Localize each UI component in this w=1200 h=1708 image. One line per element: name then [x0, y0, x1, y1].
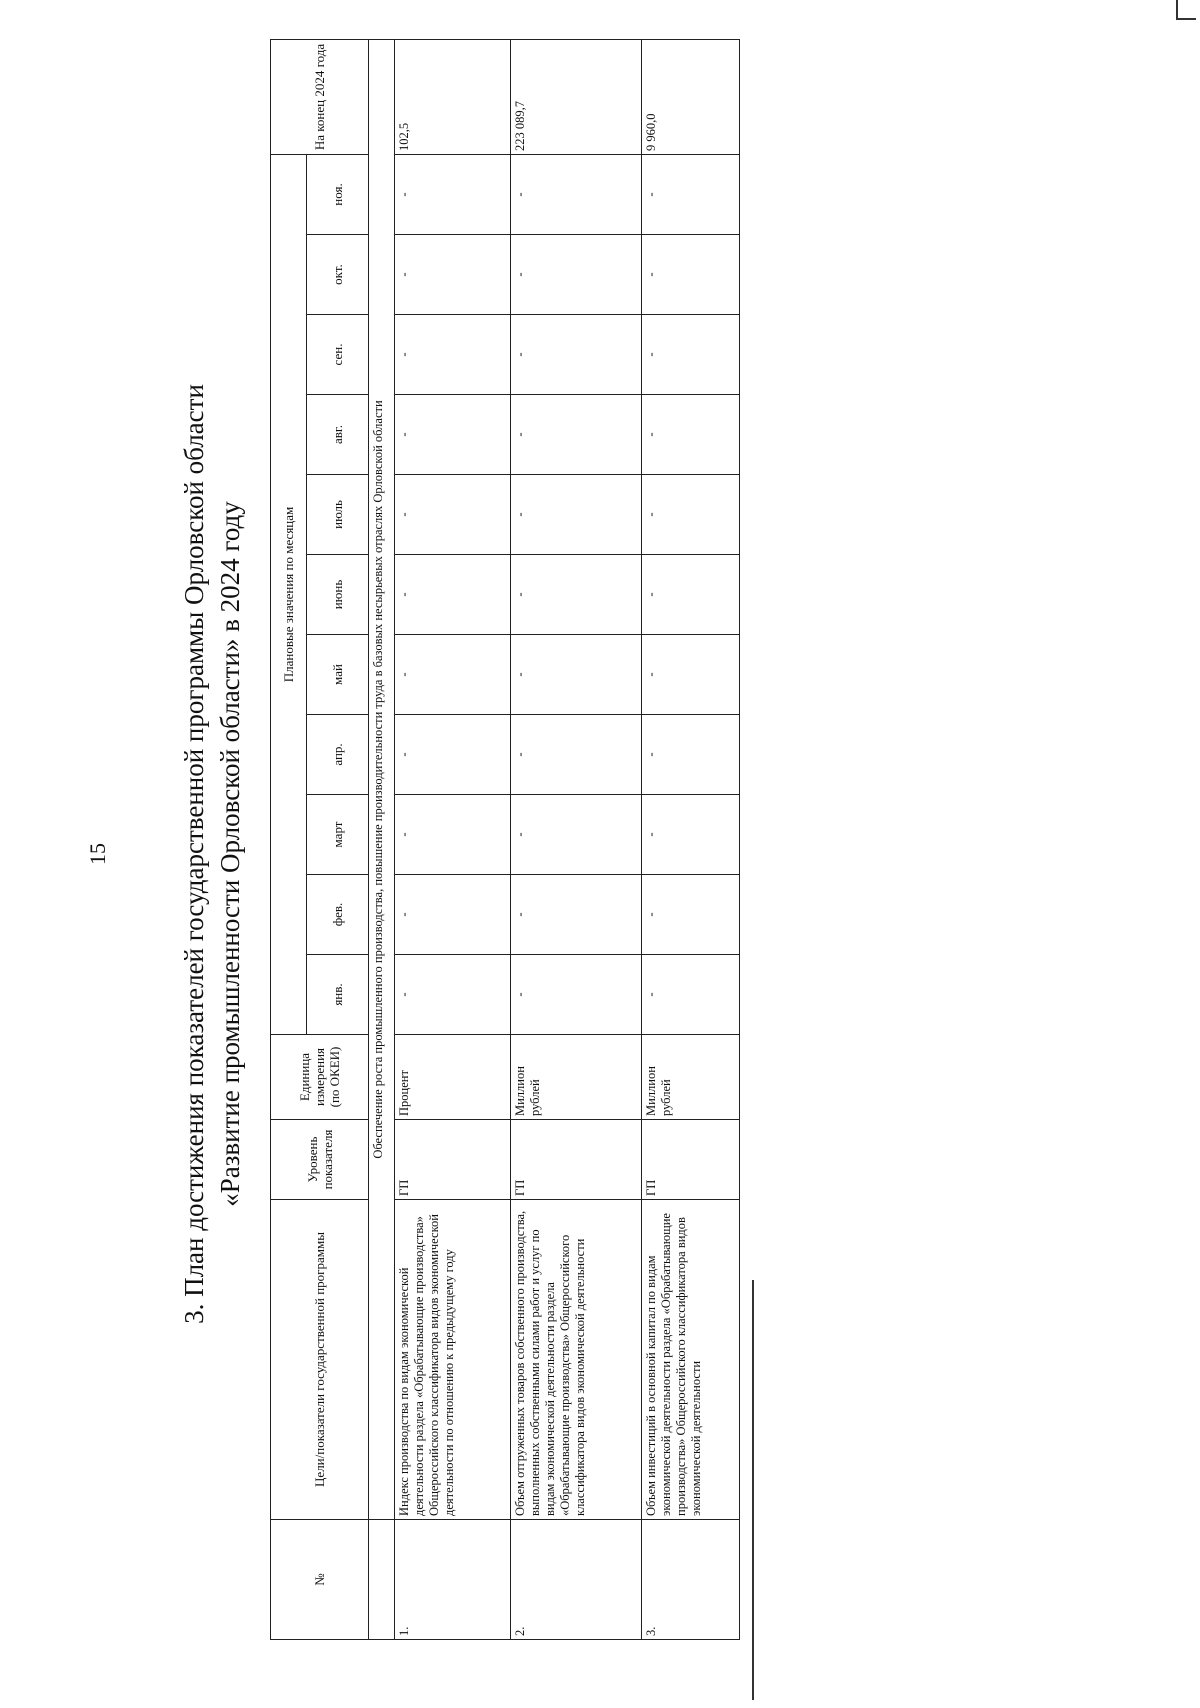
scan-margin-line-bottom: [752, 1280, 754, 1700]
row-month-value: -: [395, 235, 511, 315]
header-unit: Единица измерения (по ОКЕИ): [271, 1035, 369, 1120]
header-num: №: [271, 1520, 369, 1640]
row-month-value: -: [642, 715, 740, 795]
row-month-value: -: [642, 475, 740, 555]
row-level: ГП: [642, 1120, 740, 1200]
row-month-value: -: [510, 875, 641, 955]
row-month-value: -: [395, 315, 511, 395]
scan-margin-tick: [1176, 18, 1196, 20]
row-month-value: -: [642, 795, 740, 875]
row-month-value: -: [395, 555, 511, 635]
header-level: Уровень показателя: [271, 1120, 369, 1200]
row-indicator: Индекс производства по видам экономической деятельности раздела «Обрабатывающие производства» Общероссийского классификатора видов экономической деятельности по отношению к предыдущему году: [395, 1200, 511, 1520]
header-planned-values: Плановые значения по месяцам: [271, 155, 307, 1035]
table-row: [510, 40, 641, 1640]
row-month-value: -: [510, 635, 641, 715]
header-month-oct: окт.: [307, 235, 369, 315]
header-month-feb: фев.: [307, 875, 369, 955]
header-month-aug: авг.: [307, 395, 369, 475]
header-month-apr: апр.: [307, 715, 369, 795]
row-month-value: -: [510, 395, 641, 475]
row-month-value: -: [395, 395, 511, 475]
header-indicator: Цели/показатели государственной программы: [271, 1200, 369, 1520]
row-unit: Процент: [395, 1035, 511, 1120]
row-num: 2.: [510, 1520, 641, 1640]
row-month-value: -: [642, 555, 740, 635]
plan-table-container: [270, 40, 740, 1640]
row-month-value: -: [642, 235, 740, 315]
row-indicator: Объем инвестиций в основной капитал по видам экономической деятельности раздела «Обрабатывающие производства» Общероссийского классификатора видов экономической деятельности: [642, 1200, 740, 1520]
header-month-jan: янв.: [307, 955, 369, 1035]
row-month-value: -: [642, 955, 740, 1035]
row-end-of-year: 223 089,7: [510, 40, 641, 155]
row-month-value: -: [395, 715, 511, 795]
row-month-value: -: [395, 155, 511, 235]
row-level: ГП: [510, 1120, 641, 1200]
row-end-of-year: 102,5: [395, 40, 511, 155]
section-num-cell: [369, 1520, 395, 1640]
row-num: 1.: [395, 1520, 511, 1640]
row-num: 3.: [642, 1520, 740, 1640]
row-month-value: -: [642, 315, 740, 395]
header-month-may: май: [307, 635, 369, 715]
header-month-jun: июнь: [307, 555, 369, 635]
row-unit: Миллион рублей: [642, 1035, 740, 1120]
header-month-nov: ноя.: [307, 155, 369, 235]
row-month-value: -: [642, 395, 740, 475]
page-number: 15: [85, 843, 110, 865]
document-title: [176, 104, 248, 1604]
title-line-2: «Развитие промышленности Орловской области» в 2024 году: [215, 501, 245, 1207]
row-end-of-year: 9 960,0: [642, 40, 740, 155]
row-month-value: -: [510, 555, 641, 635]
row-month-value: -: [510, 715, 641, 795]
row-unit: Миллион рублей: [510, 1035, 641, 1120]
title-line-1: 3. План достижения показателей государственной программы Орловской области: [179, 384, 209, 1324]
row-month-value: -: [642, 875, 740, 955]
row-month-value: -: [395, 875, 511, 955]
row-month-value: -: [395, 955, 511, 1035]
row-month-value: -: [642, 155, 740, 235]
header-month-jul: июль: [307, 475, 369, 555]
scan-margin-line-top: [1176, 0, 1178, 18]
row-month-value: -: [395, 795, 511, 875]
header-end-of-year: На конец 2024 года: [271, 40, 369, 155]
section-title: Обеспечение роста промышленного производства, повышение производительности труда в базовых несырьевых отраслях Орловской области: [369, 40, 395, 1520]
row-month-value: -: [510, 955, 641, 1035]
header-month-sep: сен.: [307, 315, 369, 395]
header-month-mar: март: [307, 795, 369, 875]
row-indicator: Объем отгруженных товаров собственного производства, выполненных собственными силами работ и услуг по видам экономической деятельности раздела «Обрабатывающие производства» Общероссийского классификатора видов экономической деятельности: [510, 1200, 641, 1520]
table-row: [642, 40, 740, 1640]
plan-table: [270, 39, 740, 1640]
row-month-value: -: [510, 235, 641, 315]
row-month-value: -: [510, 795, 641, 875]
row-month-value: -: [510, 475, 641, 555]
row-month-value: -: [642, 635, 740, 715]
row-month-value: -: [395, 475, 511, 555]
row-month-value: -: [510, 155, 641, 235]
row-month-value: -: [395, 635, 511, 715]
row-month-value: -: [510, 315, 641, 395]
table-row: [395, 40, 511, 1640]
row-level: ГП: [395, 1120, 511, 1200]
